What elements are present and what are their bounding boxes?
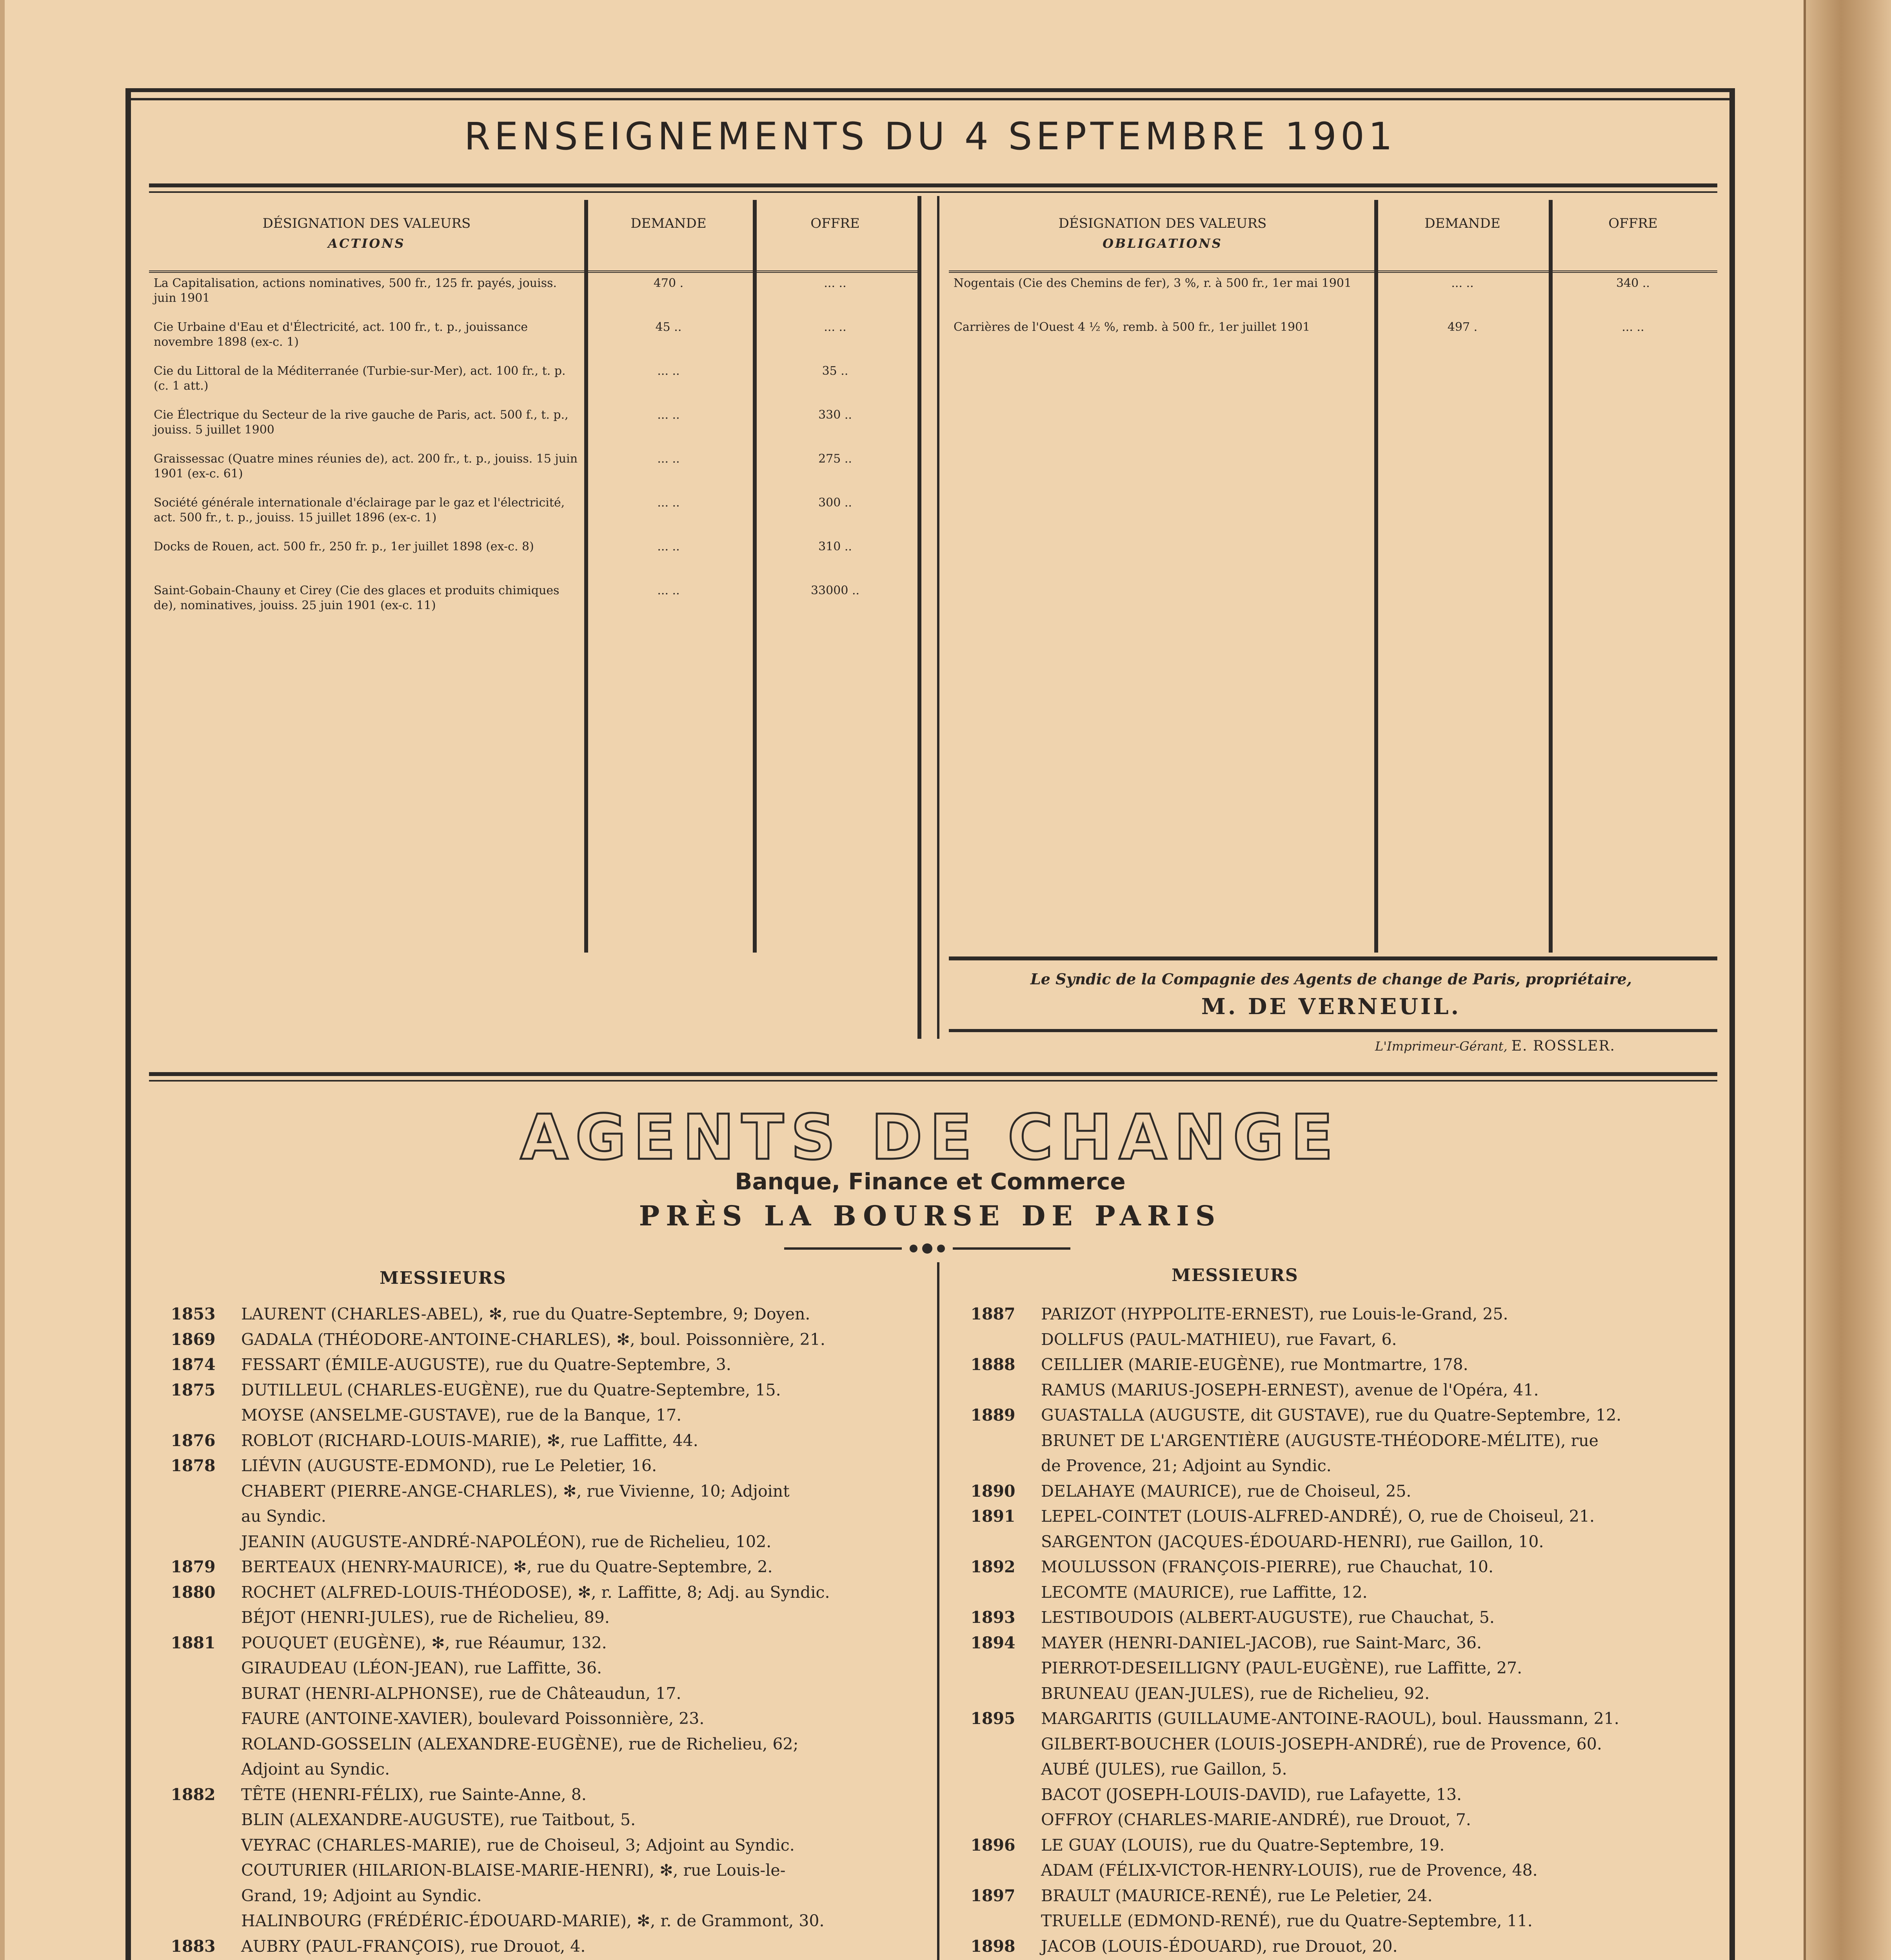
member-entry (945, 1807, 1721, 1833)
obligations-col-line-1 (1374, 200, 1378, 953)
member-entry (945, 1630, 1721, 1656)
agents-top-rule (149, 1072, 1717, 1076)
member-text: PARIZOT (HYPPOLITE-ERNEST), rue Louis-le-Grand, 25. (1041, 1305, 1508, 1323)
member-text: AUBRY (PAUL-FRANÇOIS), rue Drouot, 4. (241, 1936, 586, 1956)
actions-row (149, 317, 917, 361)
actions-designation-cell: Cie Urbaine d'Eau et d'Électricité, act. 100 fr., t. p., jouissance novembre 1898 (ex-c. 1) (154, 320, 528, 349)
member-year (145, 1757, 241, 1782)
member-entry (945, 1301, 1721, 1327)
actions-col-line-2 (753, 200, 757, 953)
actions-demande-cell: ... .. (657, 408, 680, 422)
member-text: BURAT (HENRI-ALPHONSE), rue de Châteaudun, 17. (241, 1684, 681, 1703)
member-year (945, 1327, 1041, 1352)
member-text: BRUNET DE L'ARGENTIÈRE (AUGUSTE-THÉODORE-MÉLITE), rue (1041, 1431, 1599, 1450)
member-year (145, 1681, 241, 1706)
top-rule-thin (125, 98, 1735, 100)
member-text: MOULUSSON (FRANÇOIS-PIERRE), rue Chauchat, 10. (1041, 1557, 1494, 1576)
member-entry (945, 1706, 1721, 1731)
center-divider (917, 196, 921, 1039)
actions-row (149, 405, 917, 448)
member-entry (945, 1908, 1721, 1934)
member-year: 1888 (970, 1355, 1015, 1374)
member-year (945, 1681, 1041, 1706)
page-edge (0, 0, 5, 1960)
actions-offre-cell: 310 .. (818, 540, 852, 554)
member-text: de Provence, 21; Adjoint au Syndic. (1041, 1456, 1332, 1475)
actions-demande-cell: ... .. (657, 496, 680, 510)
actions-offre-cell: 330 .. (818, 408, 852, 422)
member-text: DUTILLEUL (CHARLES-EUGÈNE), rue du Quatre-Septembre, 15. (241, 1380, 781, 1399)
member-entry (145, 1706, 929, 1731)
left-members-list (145, 1301, 929, 1960)
member-entry (145, 1605, 929, 1630)
member-year: 1896 (970, 1835, 1015, 1855)
member-year (945, 1453, 1041, 1479)
members-divider (937, 1262, 939, 1960)
member-entry (145, 1731, 929, 1757)
member-year (945, 1858, 1041, 1883)
member-entry (145, 1807, 929, 1833)
member-text: BACOT (JOSEPH-LOUIS-DAVID), rue Lafayette, 13. (1041, 1785, 1462, 1804)
member-entry (145, 1554, 929, 1580)
obligations-col-line-2 (1549, 200, 1553, 953)
member-text: MAYER (HENRI-DANIEL-JACOB), rue Saint-Marc, 36. (1041, 1633, 1482, 1652)
agents-subtitle-2: PRÈS LA BOURSE DE PARIS (639, 1200, 1222, 1232)
member-year (945, 1377, 1041, 1403)
member-entry (945, 1352, 1721, 1377)
member-year: 1893 (970, 1608, 1015, 1627)
member-entry (945, 1403, 1721, 1428)
member-entry (145, 1858, 929, 1883)
member-text: ROLAND-GOSSELIN (ALEXANDRE-EUGÈNE), rue de Richelieu, 62; (241, 1734, 799, 1753)
member-entry (145, 1655, 929, 1681)
member-year: 1853 (171, 1305, 216, 1323)
agents-subtitle: Banque, Finance et Commerce (735, 1168, 1126, 1195)
actions-designation-cell: Cie du Littoral de la Méditerranée (Turbie-sur-Mer), act. 100 fr., t. p. (c. 1 att.) (154, 364, 566, 393)
member-year (945, 1807, 1041, 1833)
member-entry (145, 1883, 929, 1909)
member-text: CEILLIER (MARIE-EUGÈNE), rue Montmartre, 178. (1041, 1355, 1468, 1374)
member-year (145, 1479, 241, 1504)
member-entry (145, 1327, 929, 1352)
member-year (945, 1908, 1041, 1934)
actions-designation-cell: Société générale internationale d'éclairage par le gaz et l'électricité, act. 500 fr., t. p., jouiss. 15 juillet 1896 (ex-c. 1) (154, 496, 565, 524)
member-year (145, 1605, 241, 1630)
obligations-row (949, 272, 1717, 317)
member-year: 1898 (970, 1936, 1015, 1956)
member-entry (945, 1580, 1721, 1605)
member-year: 1887 (970, 1305, 1015, 1323)
member-year: 1876 (171, 1431, 216, 1450)
obligations-offre-cell: ... .. (1622, 320, 1644, 334)
member-year: 1878 (171, 1456, 216, 1475)
actions-designation-cell: La Capitalisation, actions nominatives, 500 fr., 125 fr. payés, jouiss. juin 1901 (154, 276, 557, 305)
imprimeur-name: E. ROSSLER. (1511, 1038, 1615, 1054)
actions-offre-cell: ... .. (824, 320, 846, 334)
member-text: Adjoint au Syndic. (241, 1760, 390, 1779)
member-text: HALINBOURG (FRÉDÉRIC-ÉDOUARD-MARIE), ✻, r. de Grammont, 30. (241, 1911, 825, 1930)
agents-title: AGENTS DE CHANGE (520, 1102, 1341, 1174)
member-entry (145, 1833, 929, 1858)
member-entry (145, 1630, 929, 1656)
member-year: 1895 (970, 1709, 1015, 1728)
member-year (145, 1807, 241, 1833)
member-text: BERTEAUX (HENRY-MAURICE), ✻, rue du Quatre-Septembre, 2. (241, 1557, 773, 1576)
heading-rule-thin (149, 191, 1717, 193)
member-text: GIRAUDEAU (LÉON-JEAN), rue Laffitte, 36. (241, 1659, 602, 1677)
actions-designation-cell: Cie Électrique du Secteur de la rive gauche de Paris, act. 500 f., t. p., jouiss. 5 juillet 1900 (154, 408, 569, 437)
obligations-demande-header: DEMANDE (1376, 200, 1549, 272)
obligations-bottom-rule (949, 956, 1717, 960)
member-year: 1894 (970, 1633, 1015, 1652)
obligations-offre-cell: 340 .. (1616, 276, 1650, 290)
member-text: RAMUS (MARIUS-JOSEPH-ERNEST), avenue de l'Opéra, 41. (1041, 1380, 1539, 1399)
member-text: ROBLOT (RICHARD-LOUIS-MARIE), ✻, rue Laffitte, 44. (241, 1431, 698, 1450)
member-text: BRUNEAU (JEAN-JULES), rue de Richelieu, 92. (1041, 1684, 1430, 1703)
member-year (145, 1706, 241, 1731)
member-text: POUQUET (EUGÈNE), ✻, rue Réaumur, 132. (241, 1633, 607, 1652)
member-text: OFFROY (CHARLES-MARIE-ANDRÉ), rue Drouot, 7. (1041, 1810, 1471, 1829)
member-year (945, 1731, 1041, 1757)
member-text: JEANIN (AUGUSTE-ANDRÉ-NAPOLÉON), rue de Richelieu, 102. (241, 1532, 772, 1551)
center-divider-thin (937, 196, 939, 1039)
member-entry (945, 1883, 1721, 1909)
right-column-header: MESSIEURS (1172, 1265, 1299, 1285)
actions-row (149, 448, 917, 492)
member-entry (945, 1554, 1721, 1580)
member-entry (145, 1934, 929, 1959)
actions-designation-cell: Saint-Gobain-Chauny et Cirey (Cie des glaces et produits chimiques de), nominatives, jouiss. 25 juin 1901 (ex-c. 11) (154, 584, 559, 612)
actions-demande-cell: 45 .. (655, 320, 682, 334)
member-text: LE GUAY (LOUIS), rue du Quatre-Septembre, 19. (1041, 1835, 1445, 1855)
member-entry (145, 1377, 929, 1403)
right-members-list (945, 1301, 1721, 1960)
member-year (945, 1782, 1041, 1808)
member-entry (145, 1301, 929, 1327)
member-year: 1869 (171, 1330, 216, 1349)
member-text: ROCHET (ALFRED-LOUIS-THÉODOSE), ✻, r. Laffitte, 8; Adj. au Syndic. (241, 1583, 830, 1602)
member-text: ADAM (FÉLIX-VICTOR-HENRY-LOUIS), rue de Provence, 48. (1041, 1861, 1538, 1880)
member-year: 1881 (171, 1633, 216, 1652)
member-entry (945, 1327, 1721, 1352)
member-entry (145, 1504, 929, 1529)
member-year: 1879 (171, 1557, 216, 1576)
member-year: 1889 (970, 1406, 1015, 1425)
member-year: 1883 (171, 1936, 216, 1956)
member-text: VEYRAC (CHARLES-MARIE), rue de Choiseul, 3; Adjoint au Syndic. (241, 1835, 795, 1855)
actions-demande-header: DEMANDE (584, 200, 753, 272)
member-entry (945, 1731, 1721, 1757)
obligations-demande-cell: 497 . (1447, 320, 1478, 334)
member-year: 1882 (171, 1785, 216, 1804)
actions-offre-cell: 300 .. (818, 496, 852, 510)
member-text: Grand, 19; Adjoint au Syndic. (241, 1886, 482, 1905)
member-text: JACOB (LOUIS-ÉDOUARD), rue Drouot, 20. (1041, 1936, 1398, 1956)
actions-designation-cell: Docks de Rouen, act. 500 fr., 250 fr. p., 1er juillet 1898 (ex-c. 8) (154, 540, 534, 554)
actions-row (149, 536, 917, 580)
member-year (945, 1655, 1041, 1681)
member-entry (945, 1934, 1721, 1959)
actions-row (149, 272, 917, 317)
member-text: TÊTE (HENRI-FÉLIX), rue Sainte-Anne, 8. (241, 1785, 587, 1804)
top-rule (125, 88, 1735, 92)
member-text: GILBERT-BOUCHER (LOUIS-JOSEPH-ANDRÉ), rue de Provence, 60. (1041, 1734, 1602, 1753)
member-year: 1897 (970, 1886, 1015, 1905)
member-text: GADALA (THÉODORE-ANTOINE-CHARLES), ✻, boul. Poissonnière, 21. (241, 1330, 825, 1349)
member-text: BÉJOT (HENRI-JULES), rue de Richelieu, 89. (241, 1608, 610, 1627)
imprimeur-label: L'Imprimeur-Gérant, (1375, 1039, 1508, 1054)
member-year (945, 1529, 1041, 1555)
member-entry (145, 1453, 929, 1479)
member-text: au Syndic. (241, 1507, 326, 1526)
actions-row (149, 492, 917, 536)
actions-designation-header: DÉSIGNATION DES VALEURS ACTIONS (149, 200, 584, 272)
member-entry (145, 1352, 929, 1377)
member-year: 1892 (970, 1557, 1015, 1576)
member-text: SARGENTON (JACQUES-ÉDOUARD-HENRI), rue Gaillon, 10. (1041, 1532, 1544, 1551)
obligations-table (949, 200, 1717, 361)
actions-col-line-1 (584, 200, 588, 953)
member-text: LEPEL-COINTET (LOUIS-ALFRED-ANDRÉ), O, rue de Choiseul, 21. (1041, 1507, 1595, 1526)
member-text: AUBÉ (JULES), rue Gaillon, 5. (1041, 1760, 1287, 1779)
imprimeur-line (949, 1038, 1615, 1054)
page-heading: RENSEIGNEMENTS DU 4 SEPTEMBRE 1901 (464, 114, 1397, 158)
member-text: COUTURIER (HILARION-BLAISE-MARIE-HENRI), ✻, rue Louis-le- (241, 1861, 786, 1880)
syndic-name: M. DE VERNEUIL. (1201, 994, 1461, 1020)
actions-demande-cell: ... .. (657, 364, 680, 378)
member-entry (145, 1529, 929, 1555)
obligations-row (949, 317, 1717, 361)
member-text: LIÉVIN (AUGUSTE-EDMOND), rue Le Peletier, 16. (241, 1456, 657, 1475)
member-entry (945, 1453, 1721, 1479)
member-entry (145, 1403, 929, 1428)
member-text: CHABERT (PIERRE-ANGE-CHARLES), ✻, rue Vivienne, 10; Adjoint (241, 1481, 790, 1501)
member-entry (945, 1529, 1721, 1555)
obligations-designation-cell: Nogentais (Cie des Chemins de fer), 3 %, r. à 500 fr., 1er mai 1901 (954, 276, 1352, 290)
member-year: 1890 (970, 1481, 1015, 1501)
member-text: PIERROT-DESEILLIGNY (PAUL-EUGÈNE), rue Laffitte, 27. (1041, 1659, 1522, 1677)
member-entry (945, 1655, 1721, 1681)
actions-demande-cell: ... .. (657, 584, 680, 597)
member-year (145, 1529, 241, 1555)
member-entry (145, 1757, 929, 1782)
member-entry (945, 1833, 1721, 1858)
obligations-demande-cell: ... .. (1451, 276, 1474, 290)
member-entry (145, 1479, 929, 1504)
actions-offre-cell: ... .. (824, 276, 846, 290)
member-text: MOYSE (ANSELME-GUSTAVE), rue de la Banque, 17. (241, 1406, 682, 1425)
member-text: MARGARITIS (GUILLAUME-ANTOINE-RAOUL), boul. Haussmann, 21. (1041, 1709, 1619, 1728)
member-text: FESSART (ÉMILE-AUGUSTE), rue du Quatre-Septembre, 3. (241, 1355, 731, 1374)
member-entry (945, 1479, 1721, 1504)
member-text: LAURENT (CHARLES-ABEL), ✻, rue du Quatre-Septembre, 9; Doyen. (241, 1305, 810, 1323)
obligations-designation-header: DÉSIGNATION DES VALEURS OBLIGATIONS (949, 200, 1376, 272)
member-year (145, 1731, 241, 1757)
member-year (145, 1655, 241, 1681)
member-year (145, 1883, 241, 1909)
member-year: 1875 (171, 1380, 216, 1399)
actions-offre-header: OFFRE (753, 200, 917, 272)
actions-offre-cell: 33000 .. (810, 584, 860, 597)
member-year (945, 1580, 1041, 1605)
agents-top-rule-thin (149, 1080, 1717, 1082)
member-entry (945, 1782, 1721, 1808)
member-year (945, 1428, 1041, 1454)
member-year: 1874 (171, 1355, 216, 1374)
member-text: LECOMTE (MAURICE), rue Laffitte, 12. (1041, 1583, 1368, 1602)
member-year: 1891 (970, 1507, 1015, 1526)
book-spine (1804, 0, 1891, 1960)
member-text: FAURE (ANTOINE-XAVIER), boulevard Poissonnière, 23. (241, 1709, 705, 1728)
member-text: BRAULT (MAURICE-RENÉ), rue Le Peletier, 24. (1041, 1886, 1433, 1905)
member-entry (145, 1428, 929, 1454)
actions-demande-cell: 470 . (653, 276, 684, 290)
member-year (945, 1757, 1041, 1782)
obligations-offre-header: OFFRE (1549, 200, 1717, 272)
member-year (145, 1504, 241, 1529)
actions-designation-cell: Graissessac (Quatre mines réunies de), act. 200 fr., t. p., jouiss. 15 juin 1901 (ex-c. 61) (154, 452, 578, 481)
actions-table (149, 200, 917, 624)
member-entry (145, 1782, 929, 1808)
member-year (145, 1908, 241, 1934)
member-entry (945, 1757, 1721, 1782)
member-year (145, 1403, 241, 1428)
actions-offre-cell: 275 .. (818, 452, 852, 466)
member-year (145, 1858, 241, 1883)
actions-demande-cell: ... .. (657, 540, 680, 554)
member-entry (945, 1504, 1721, 1529)
member-text: TRUELLE (EDMOND-RENÉ), rue du Quatre-Septembre, 11. (1041, 1911, 1533, 1930)
syndic-line: Le Syndic de la Compagnie des Agents de change de Paris, propriétaire, (1030, 970, 1632, 988)
member-year (145, 1833, 241, 1858)
member-text: DELAHAYE (MAURICE), rue de Choiseul, 25. (1041, 1481, 1411, 1501)
member-entry (145, 1681, 929, 1706)
member-entry (945, 1605, 1721, 1630)
member-entry (945, 1377, 1721, 1403)
actions-row (149, 580, 917, 624)
member-entry (945, 1858, 1721, 1883)
actions-row (149, 361, 917, 405)
member-entry (945, 1681, 1721, 1706)
left-column-header: MESSIEURS (380, 1268, 507, 1288)
member-entry (945, 1428, 1721, 1454)
member-entry (145, 1580, 929, 1605)
actions-demande-cell: ... .. (657, 452, 680, 466)
member-text: DOLLFUS (PAUL-MATHIEU), rue Favart, 6. (1041, 1330, 1397, 1349)
member-entry (145, 1908, 929, 1934)
member-text: GUASTALLA (AUGUSTE, dit GUSTAVE), rue du Quatre-Septembre, 12. (1041, 1406, 1622, 1425)
member-text: BLIN (ALEXANDRE-AUGUSTE), rue Taitbout, 5. (241, 1810, 636, 1829)
ornament-divider (784, 1243, 1070, 1254)
obligations-designation-cell: Carrières de l'Ouest 4 ½ %, remb. à 500 fr., 1er juillet 1901 (954, 320, 1310, 334)
actions-offre-cell: 35 .. (822, 364, 848, 378)
heading-rule (149, 183, 1717, 187)
member-year: 1880 (171, 1583, 216, 1602)
signature-rule (949, 1029, 1717, 1032)
member-text: LESTIBOUDOIS (ALBERT-AUGUSTE), rue Chauchat, 5. (1041, 1608, 1495, 1627)
